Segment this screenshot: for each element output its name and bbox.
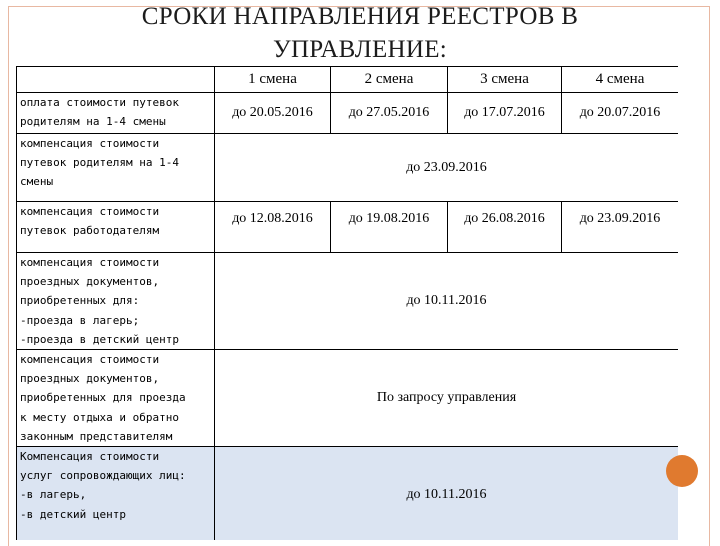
row-label: компенсация стоимости проездных документов, приобретенных для проезда к месту отдыха и обратно законным представителям	[17, 350, 215, 447]
deadlines-table-wrap	[16, 66, 678, 540]
accent-circle-decoration	[666, 455, 698, 487]
row-label: компенсация стоимости проездных документов, приобретенных для: -проезда в лагерь; -проезда в детский центр	[17, 253, 215, 350]
table-header-row	[17, 67, 679, 93]
table-row	[17, 202, 679, 253]
header-cell-shift-4: 4 смена	[562, 67, 679, 93]
table-row	[17, 350, 679, 447]
table-row	[17, 253, 679, 350]
table-cell: до 19.08.2016	[331, 202, 448, 253]
table-row	[17, 134, 679, 202]
header-cell-empty	[17, 67, 215, 93]
table-cell-merged: до 10.11.2016	[215, 253, 679, 350]
page-title	[0, 0, 720, 66]
title-line-1: СРОКИ НАПРАВЛЕНИЯ РЕЕСТРОВ В	[141, 3, 579, 30]
row-label: компенсация стоимости путевок родителям на 1-4 смены	[17, 134, 215, 202]
row-label: оплата стоимости путевок родителям на 1-4 смены	[17, 93, 215, 134]
header-cell-shift-2: 2 смена	[331, 67, 448, 93]
table-cell: до 26.08.2016	[448, 202, 562, 253]
header-cell-shift-1: 1 смена	[215, 67, 331, 93]
table-cell-merged: По запросу управления	[215, 350, 679, 447]
header-cell-shift-3: 3 смена	[448, 67, 562, 93]
table-cell: до 23.09.2016	[562, 202, 679, 253]
row-label: Компенсация стоимости услуг сопровождающих лиц: -в лагерь, -в детский центр	[17, 447, 215, 540]
table-cell: до 17.07.2016	[448, 93, 562, 134]
row-label: компенсация стоимости путевок работодателям	[17, 202, 215, 253]
table-row	[17, 447, 679, 540]
table-row	[17, 93, 679, 134]
title-line-2: УПРАВЛЕНИЕ:	[272, 36, 448, 63]
table-cell: до 27.05.2016	[331, 93, 448, 134]
table-cell-merged: до 23.09.2016	[215, 134, 679, 202]
deadlines-table	[16, 66, 678, 540]
table-cell: до 20.05.2016	[215, 93, 331, 134]
table-cell: до 12.08.2016	[215, 202, 331, 253]
table-cell: до 20.07.2016	[562, 93, 679, 134]
table-cell-merged: до 10.11.2016	[215, 447, 679, 540]
